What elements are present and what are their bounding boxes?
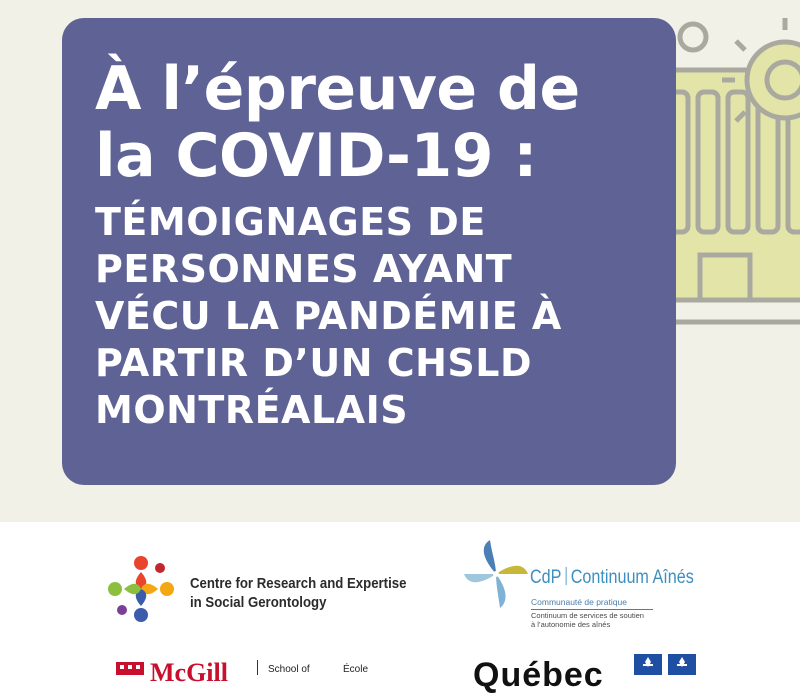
cdp-rule (531, 609, 653, 610)
subtitle-line: MONTRÉALAIS (95, 388, 409, 432)
mcgill-ecole-label: École (343, 664, 369, 675)
cdp-description (531, 611, 644, 629)
subtitle-line: PARTIR D’UN CHSLD (95, 341, 533, 385)
title-line-2: la COVID-19 : (95, 121, 537, 191)
crevis-name-line: in Social Gerontology (190, 594, 327, 611)
mcgill-wordmark: McGill (150, 658, 228, 687)
cdp-wordmark (530, 567, 694, 589)
cdp-pinwheel-icon (462, 538, 530, 612)
subtitle (95, 199, 676, 434)
cdp-divider (566, 567, 567, 585)
mcgill-crest-icon (116, 662, 144, 675)
mcgill-divider (257, 660, 258, 675)
subtitle-line: TÉMOIGNAGES DE (95, 200, 486, 244)
title-line-1: À l’épreuve de (95, 54, 580, 124)
title-card (62, 18, 676, 485)
cdp-desc-line: à l’autonomie des aînés (531, 620, 611, 629)
subtitle-line: PERSONNES AYANT (95, 247, 513, 291)
quebec-flag-icon (634, 654, 696, 675)
mcgill-school-label: School of (268, 664, 310, 675)
cdp-name: Continuum Aînés (570, 567, 694, 588)
cdp-prefix: CdP (530, 567, 562, 588)
cdp-desc-line: Continuum de services de soutien (531, 611, 644, 620)
crevis-name (190, 574, 406, 612)
crevis-logo-icon (104, 552, 178, 626)
subtitle-line: VÉCU LA PANDÉMIE À (95, 294, 562, 338)
cdp-tagline: Communauté de pratique (531, 597, 627, 607)
crevis-name-line: Centre for Research and Expertise (190, 575, 407, 592)
quebec-wordmark: Québec (473, 656, 604, 694)
